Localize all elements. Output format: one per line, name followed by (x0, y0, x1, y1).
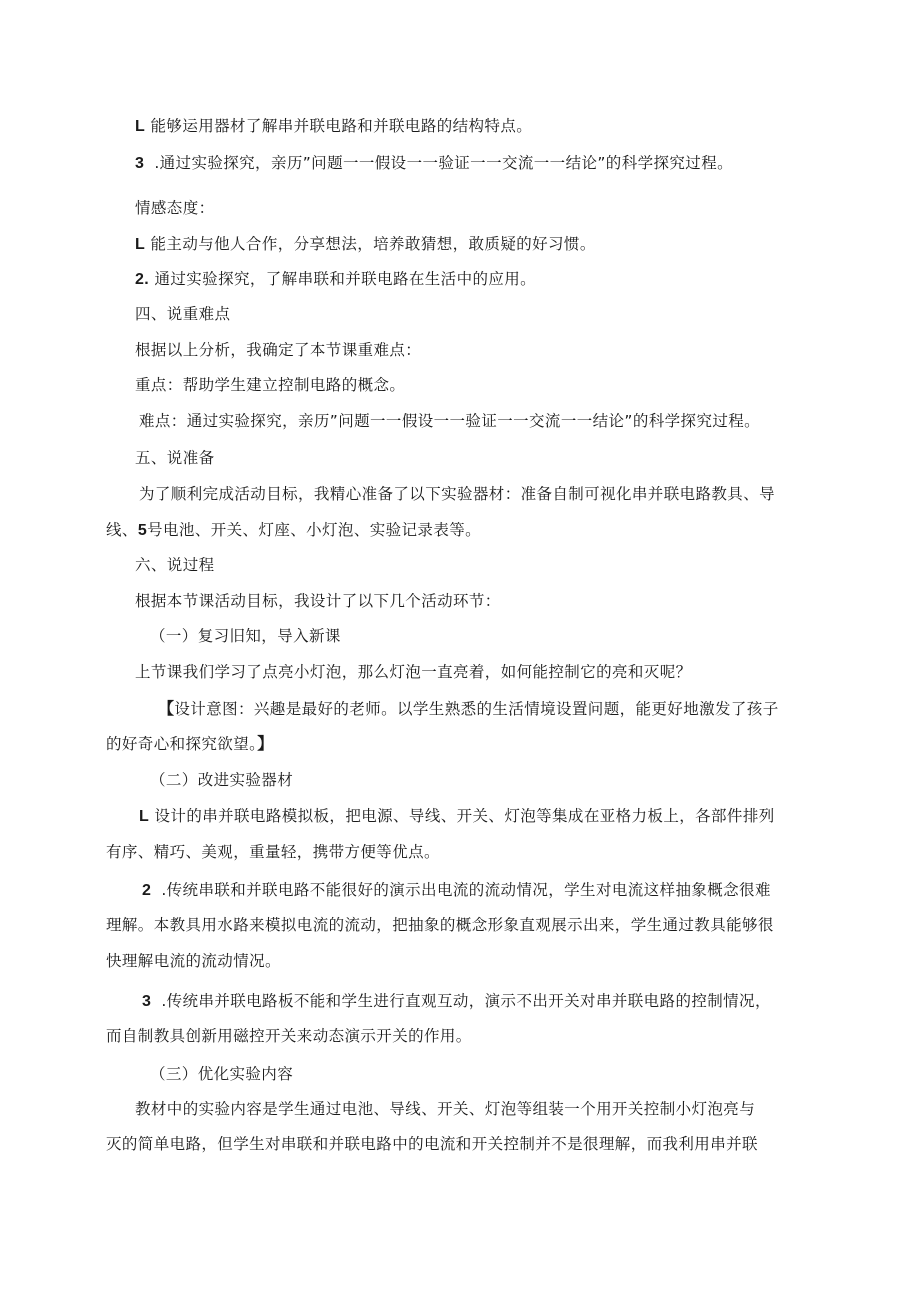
design-intent-line (106, 733, 274, 756)
inline-number: 5 (137, 522, 148, 539)
paragraph-line (106, 1025, 472, 1047)
paragraph-line (106, 914, 774, 936)
line-text: 上节课我们学习了点亮小灯泡，那么灯泡一直亮着，如何能控制它的亮和灭呢？ (135, 663, 692, 681)
line-text: 能主动与他人合作，分享想法，培养敢猜想，敢质疑的好习惯。 (150, 235, 596, 253)
line-text: .传统串并联电路板不能和学生进行直观互动，演示不出开关对串并联电路的控制情况， (161, 992, 771, 1010)
emotion-line-2 (135, 268, 536, 291)
difficult-point-line (139, 410, 760, 432)
list-item-line (142, 990, 771, 1013)
line-text: 而自制教具创新用磁控开关来动态演示开关的作用。 (106, 1027, 472, 1045)
line-text: 根据本节课活动目标，我设计了以下几个活动环节： (135, 592, 501, 610)
line-text: 为了顺利完成活动目标，我精心准备了以下实验器材：准备自制可视化串并联电路教具、导 (139, 485, 776, 503)
paragraph-line (106, 1133, 758, 1155)
section-heading-emotion (135, 197, 215, 219)
line-text: 的好奇心和探究欲望。 (106, 735, 258, 753)
line-text: 快理解电流的流动情况。 (106, 952, 281, 970)
line-text: 难点：通过实验探究，亲历”问题一一假设一一验证一一交流一一结论”的科学探究过程。 (139, 412, 761, 430)
line-text: 有序、精巧、美观，重量轻，携带方便等优点。 (106, 843, 440, 861)
list-marker: 3 (135, 155, 145, 172)
paragraph-line (135, 661, 692, 683)
list-marker: 2. (135, 271, 150, 288)
line-text: 情感态度： (135, 199, 215, 217)
section-heading-6 (135, 554, 215, 576)
list-marker: L (135, 118, 146, 135)
list-marker: L (135, 236, 146, 253)
bracket-open: 【 (158, 701, 175, 718)
line-text: 通过实验探究，了解串联和并联电路在生活中的应用。 (154, 270, 537, 288)
line-text: 理解。本教具用水路来模拟电流的流动，把抽象的概念形象直观展示出来，学生通过教具能够很 (106, 916, 774, 934)
list-marker: L (139, 808, 150, 825)
paragraph-line (135, 339, 421, 361)
paragraph-line (106, 950, 281, 972)
line-text: 能够运用器材了解串并联电路和并联电路的结构特点。 (150, 117, 533, 135)
goal-line-1 (135, 115, 532, 138)
list-item-line (139, 805, 775, 828)
emotion-line-1 (135, 233, 596, 256)
line-text: （三）优化实验内容 (150, 1065, 294, 1083)
line-text: （一）复习旧知，导入新课 (150, 627, 341, 645)
line-text: .通过实验探究，亲历”问题一一假设一一验证一一交流一一结论”的科学探究过程。 (154, 154, 734, 172)
list-marker: 3 (142, 993, 152, 1010)
line-text: 六、说过程 (135, 556, 215, 574)
paragraph-line (135, 590, 501, 612)
subheading-3 (150, 1063, 293, 1085)
line-text: 号电池、开关、灯座、小灯泡、实验记录表等。 (147, 521, 482, 539)
list-marker: 2 (142, 882, 152, 899)
paragraph-line (139, 483, 775, 505)
design-intent-line (158, 698, 779, 721)
line-text: （二）改进实验器材 (150, 771, 294, 789)
line-text: 设计的串并联电路模拟板，把电源、导线、开关、灯泡等集成在亚格力板上，各部件排列 (154, 807, 775, 825)
line-text: 教材中的实验内容是学生通过电池、导线、开关、灯泡等组装一个用开关控制小灯泡亮与 (135, 1100, 756, 1118)
key-point-line (135, 374, 405, 396)
paragraph-line (106, 519, 481, 542)
line-text: 设计意图：兴趣是最好的老师。以学生熟悉的生活情境设置问题，能更好地激发了孩子 (174, 700, 779, 718)
line-text: 五、说准备 (135, 449, 215, 467)
paragraph-line (135, 1098, 755, 1120)
section-heading-5 (135, 447, 215, 469)
line-text: .传统串联和并联电路不能很好的演示出电流的流动情况，学生对电流这样抽象概念很难 (161, 881, 771, 899)
line-text: 线、 (106, 521, 138, 539)
bracket-close: 】 (257, 736, 274, 753)
paragraph-line (106, 841, 440, 863)
line-text: 重点：帮助学生建立控制电路的概念。 (135, 376, 406, 394)
line-text: 根据以上分析，我确定了本节课重难点： (135, 341, 422, 359)
subheading-2 (150, 769, 293, 791)
line-text: 灭的简单电路，但学生对串联和并联电路中的电流和开关控制并不是很理解，而我利用串并联 (106, 1135, 758, 1153)
line-text: 四、说重难点 (135, 305, 231, 323)
goal-line-3 (135, 152, 733, 175)
subheading-1 (150, 625, 341, 647)
list-item-line (142, 879, 771, 902)
section-heading-4 (135, 303, 230, 325)
